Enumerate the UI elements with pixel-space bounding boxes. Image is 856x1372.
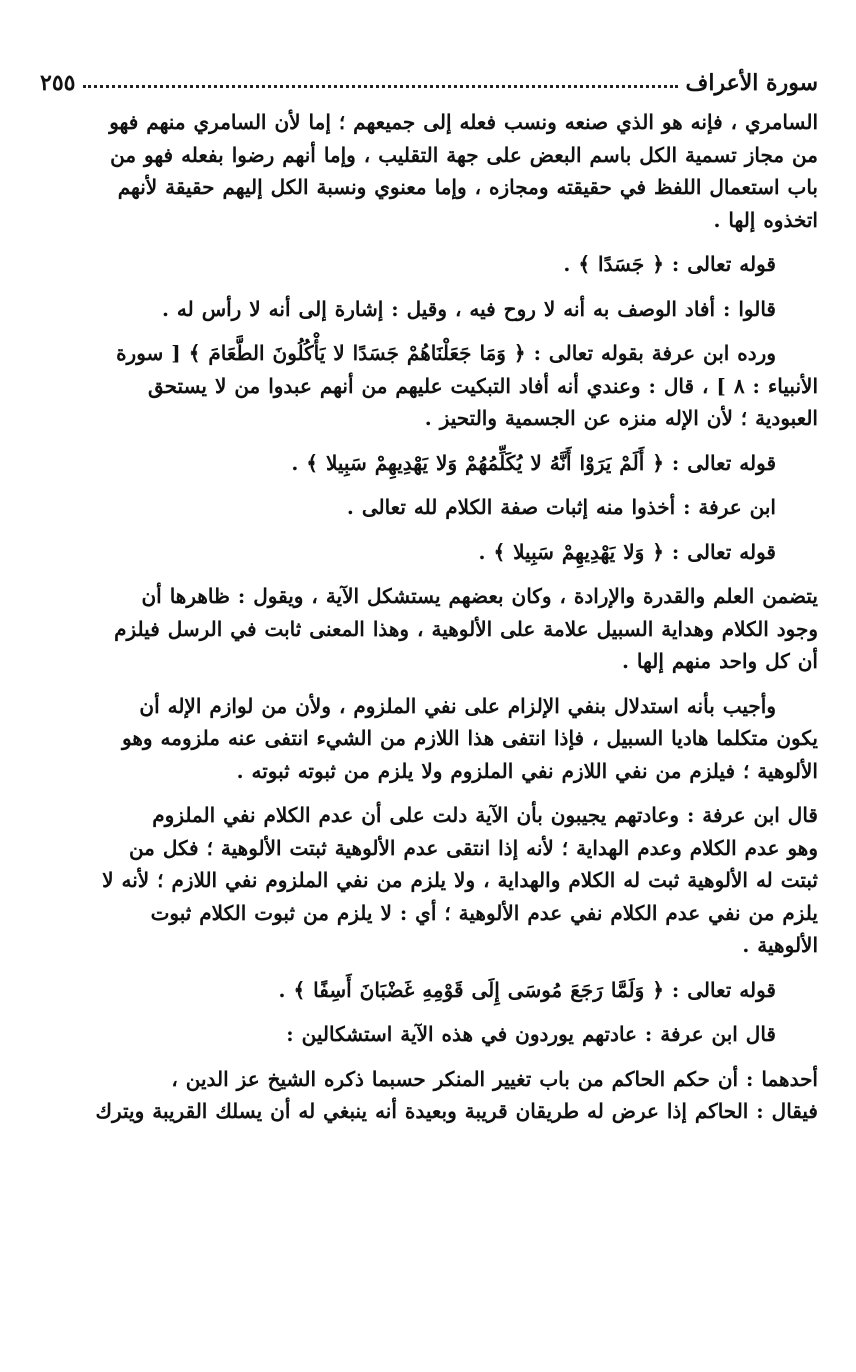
text-line: وأجيب بأنه استدلال بنفي الإلزام على نفي الملزوم ، ولأن من لوازم الإله أن [139,693,776,718]
text-line: اتخذوه إلها . [713,207,818,232]
text-line: قوله تعالى : ﴿ وَلا يَهْدِيهِمْ سَبِيلا ﴾ . [478,539,776,564]
text-line: أن كل واحد منهم إلها . [621,649,818,673]
text-line: الألوهية ؛ فيلزم من نفي اللازم نفي الملزوم ولا يلزم من ثبوته ثبوته . [236,758,818,783]
paragraph [40,690,818,788]
paragraph [40,491,818,524]
paragraph [40,293,818,326]
text-line: العبودية ؛ لأن الإله منزه عن الجسمية والتحيز . [424,406,818,430]
text-line: يلزم من نفي عدم الكلام نفي عدم الألوهية ؛ أي : لا يلزم من ثبوت الكلام ثبوت [150,900,818,925]
text-line: وهو عدم الكلام وعدم الهداية ؛ لأنه إذا انتقى عدم الألوهية ثبتت الألوهية ؛ فكل من [128,835,818,860]
text-line: قال ابن عرفة : وعادتهم يجيبون بأن الآية دلت على أن عدم الكلام نفي الملزوم [152,803,818,827]
page-number: ٢٥٥ [40,70,76,96]
text-line: ابن عرفة : أخذوا منه إثبات صفة الكلام لله تعالى . [346,495,776,519]
paragraph [40,974,818,1007]
text-line: الألوهية . [742,933,818,957]
text-line: قالوا : أفاد الوصف به أنه لا روح فيه ، وقيل : إشارة إلى أنه لا رأس له . [162,296,776,321]
paragraph [40,248,818,281]
paragraph [40,580,818,678]
text-line: من مجاز تسمية الكل باسم البعض على جهة التقليب ، وإما أنهم رضوا بفعله فهو من [110,142,818,167]
text-line: ورده ابن عرفة بقوله تعالى : ﴿ وَمَا جَعَلْنَاهُمْ جَسَدًا لا يَأْكُلُونَ الطَّعَامَ ﴾ [ سورة [116,341,776,365]
text-line: ثبتت له الألوهية ثبت له الكلام والهداية ، ولا يلزم من نفي الملزوم نفي اللازم ؛ لأنه لا [102,868,818,892]
header-dotted-leader [83,85,677,88]
text-line: قوله تعالى : ﴿ وَلَمَّا رَجَعَ مُوسَى إِلَى قَوْمِهِ غَضْبَانَ أَسِفًا ﴾ . [278,977,776,1002]
text-line: قوله تعالى : ﴿ أَلَمْ يَرَوْا أَنَّهُ لا يُكَلِّمُهُمْ وَلا يَهْدِيهِمْ سَبِيلا ﴾ . [291,450,776,475]
text-line: وجود الكلام وهداية السبيل علامة على الألوهية ، وهذا المعنى ثابت في الرسل فيلزم [114,616,818,641]
text-line: قال ابن عرفة : عادتهم يوردون في هذه الآية استشكالين : [286,1022,776,1046]
paragraph [40,106,818,236]
text-line: الأنبياء : ٨ ] ، قال : وعندي أنه أفاد التبكيت عليهم من أنهم عبدوا من لا يستحق [147,373,818,398]
text-line: يكون متكلما هاديا السبيل ، فإذا انتفى هذا اللازم من الشيء انتفى عنه ملزومه وهو [122,726,818,750]
text-line: فيقال : الحاكم إذا عرض له طريقان قريبة وبعيدة أنه ينبغي له أن يسلك القريبة ويترك [95,1099,818,1123]
text-line: يتضمن العلم والقدرة والإرادة ، وكان بعضهم يستشكل الآية ، ويقول : ظاهرها أن [141,584,818,608]
page-header [40,56,818,98]
text-line: السامري ، فإنه هو الذي صنعه ونسب فعله إلى جميعهم ؛ إما لأن السامري منهم فهو [109,110,818,134]
paragraph [40,799,818,962]
paragraph [40,536,818,569]
text-line: قوله تعالى : ﴿ جَسَدًا ﴾ . [563,252,776,276]
text-line: أحدهما : أن حكم الحاكم من باب تغيير المنكر حسبما ذكره الشيخ عز الدين ، [171,1066,818,1091]
surah-title: سورة الأعراف [685,70,818,96]
paragraph [40,1018,818,1051]
page-body [40,106,818,1128]
text-line: باب استعمال اللفظ في حقيقته ومجازه ، وإما معنوي ونسبة الكل إليهم حقيقة لأنهم [117,175,818,199]
paragraph [40,337,818,435]
paragraph [40,1063,818,1128]
paragraph [40,447,818,480]
